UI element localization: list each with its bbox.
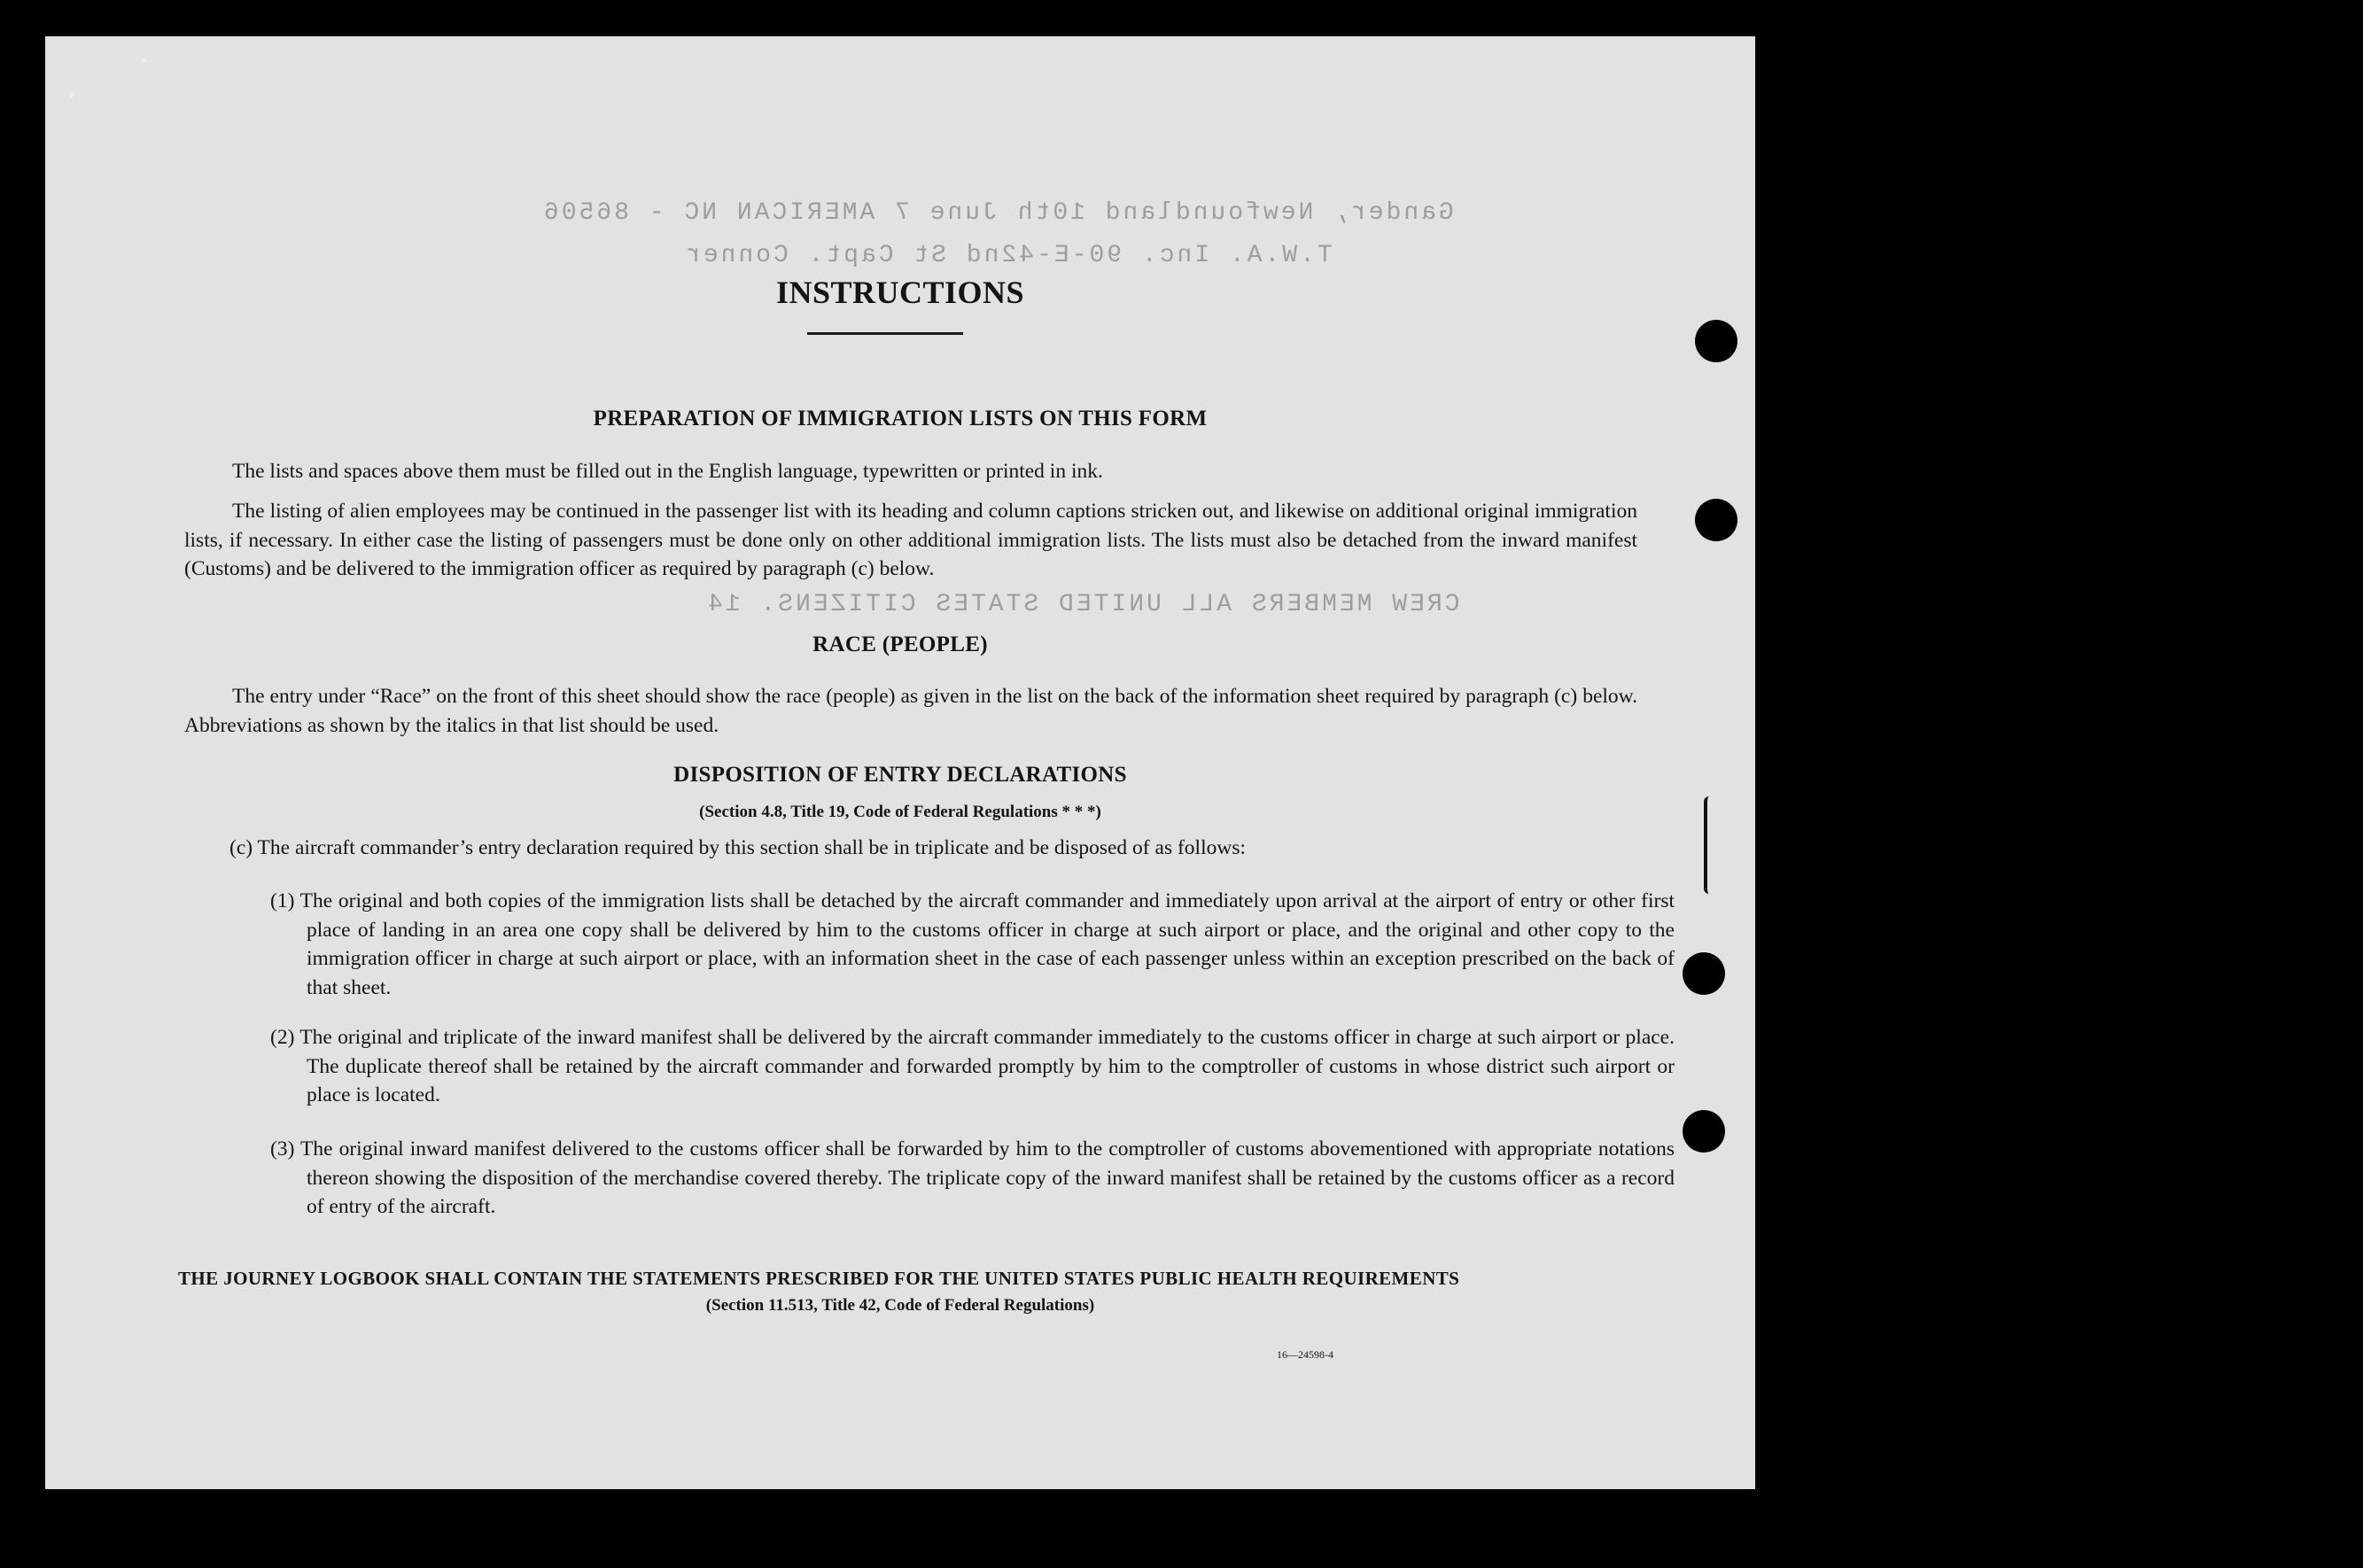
form-code: 16—24598-4: [1277, 1348, 1333, 1361]
section-heading-preparation: PREPARATION OF IMMIGRATION LISTS ON THIS FORM: [593, 407, 1208, 431]
punch-hole: [1683, 952, 1725, 995]
section-heading-disposition: DISPOSITION OF ENTRY DECLARATIONS: [673, 763, 1127, 787]
disposition-item-1: (1) The original and both copies of the immigration lists shall be detached by the aircraft commander and immediately upon arrival at the airport of entry or other first place of landing in an area one copy shall be delivered by him to the customs officer in charge at such airport or place, and the original and other copy to the immigration officer in charge at such airport or place, with an information sheet in the case of each passenger unless within an exception prescribed on the back of that sheet.: [270, 889, 1675, 999]
punch-hole: [1683, 1110, 1725, 1153]
bleed-through-crew-line: CREW MEMBERS ALL UNITED STATES CITIZENS. 14: [705, 591, 1460, 618]
race-paragraph: The entry under “Race” on the front of this sheet should show the race (people) as given in the list on the back of the information sheet required by paragraph (c) below. Abbreviations as shown by the italics in that list should be used.: [184, 685, 1637, 737]
title-underline: [807, 332, 963, 335]
dust-speck: [69, 92, 74, 97]
footer-heading: THE JOURNEY LOGBOOK SHALL CONTAIN THE STATEMENTS PRESCRIBED FOR THE UNITED STATES PUBLIC HEALTH REQUIREMENTS: [178, 1268, 1460, 1289]
punch-hole: [1695, 320, 1737, 362]
bleed-through-line-1: Gander, Newfoundland 10th June 7 AMERICAN NC - 86506: [541, 199, 1454, 227]
document-page: [45, 36, 1755, 1489]
preparation-paragraph-2: The listing of alien employees may be continued in the passenger list with its heading and column captions stricken out, and likewise on additional original immigration lists, if necessary. In either case the listing of passengers must be done only on other additional immigration lists. The lists must also be detached from the inward manifest (Customs) and be delivered to the immigration officer as required by paragraph (c) below.: [184, 500, 1637, 580]
disposition-reference: (Section 4.8, Title 19, Code of Federal Regulations * * *): [699, 803, 1101, 821]
staple-mark: [1704, 796, 1720, 894]
section-heading-race: RACE (PEOPLE): [812, 633, 988, 656]
preparation-paragraph-1: The lists and spaces above them must be filled out in the English language, typewritten or printed in ink.: [232, 460, 1103, 483]
footer-reference: (Section 11.513, Title 42, Code of Federal Regulations): [705, 1296, 1095, 1315]
page-title: INSTRUCTIONS: [775, 275, 1025, 310]
dust-speck: [142, 58, 146, 63]
disposition-item-2: (2) The original and triplicate of the inward manifest shall be delivered by the aircraft commander immediately to the customs officer in charge at such airport or place. The duplicate thereof shall be retained by the aircraft commander and forwarded promptly by him to the comptroller of customs in whose district such airport or place is located.: [270, 1026, 1675, 1106]
punch-hole: [1695, 499, 1737, 541]
paragraph-c: (c) The aircraft commander’s entry declaration required by this section shall be in triplicate and be disposed of as follows:: [229, 836, 1246, 859]
disposition-item-3: (3) The original inward manifest delivered to the customs officer shall be forwarded by him to the comptroller of customs abovementioned with appropriate notations thereon showing the disposition of the merchandise covered thereby. The triplicate copy of the inward manifest shall be retained by the customs officer as a record of entry of the aircraft.: [270, 1137, 1675, 1218]
bleed-through-line-2: T.W.A. Inc. 90-E-42nd St Capt. Conner: [683, 242, 1333, 269]
